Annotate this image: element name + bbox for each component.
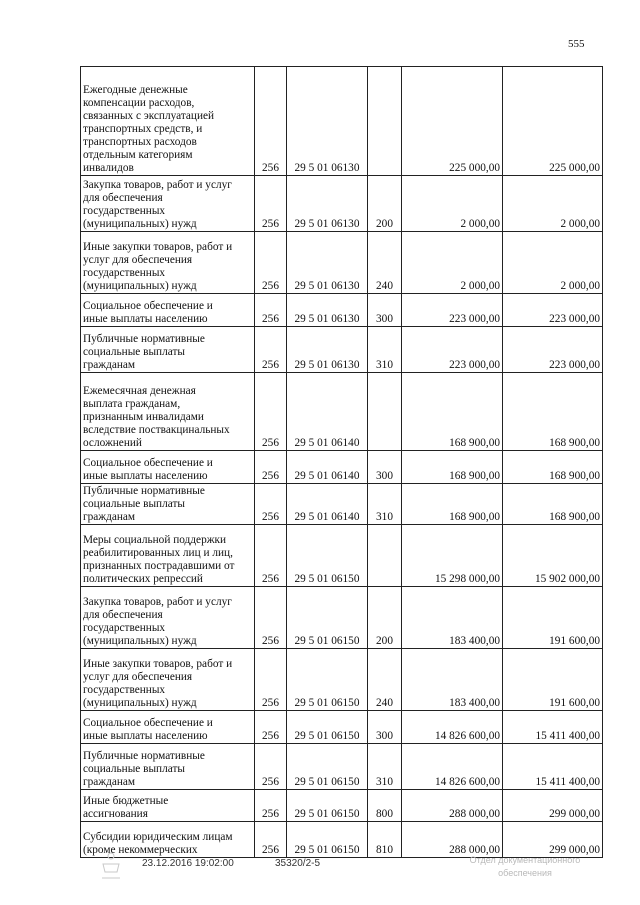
table-row	[81, 587, 603, 649]
target-article-cell: 29 5 01 06130	[287, 232, 368, 294]
row-name-cell: Публичные нормативные социальные выплаты гражданам	[81, 327, 255, 373]
expense-type-cell	[368, 525, 402, 587]
target-article-cell: 29 5 01 06150	[287, 649, 368, 711]
expense-type-cell: 310	[368, 744, 402, 790]
expense-type-cell: 240	[368, 232, 402, 294]
amount-year-1-cell: 225 000,00	[402, 67, 503, 176]
amount-year-1-cell: 2 000,00	[402, 176, 503, 232]
amount-year-2-cell: 299 000,00	[503, 822, 603, 858]
table-row	[81, 744, 603, 790]
amount-year-2-cell: 15 902 000,00	[503, 525, 603, 587]
amount-year-2-cell: 15 411 400,00	[503, 744, 603, 790]
table-row	[81, 327, 603, 373]
expense-type-cell	[368, 373, 402, 451]
amount-year-2-cell: 168 900,00	[503, 484, 603, 525]
target-article-cell: 29 5 01 06140	[287, 484, 368, 525]
budget-table-body	[81, 67, 603, 858]
table-row	[81, 232, 603, 294]
page-number: 555	[568, 38, 585, 50]
amount-year-2-cell: 225 000,00	[503, 67, 603, 176]
row-name-cell: Публичные нормативные социальные выплаты гражданам	[81, 484, 255, 525]
expense-type-cell: 310	[368, 484, 402, 525]
table-row	[81, 484, 603, 525]
target-article-cell: 29 5 01 06140	[287, 451, 368, 484]
row-name-cell: Ежегодные денежные компенсации расходов, связанных с эксплуатацией транспортных средств, и транспортных расходов отдельным категориям инвалидов	[81, 67, 255, 176]
target-article-cell: 29 5 01 06150	[287, 744, 368, 790]
ministry-code-cell: 256	[255, 525, 287, 587]
amount-year-1-cell: 183 400,00	[402, 587, 503, 649]
table-row	[81, 176, 603, 232]
row-name-cell: Социальное обеспечение и иные выплаты населению	[81, 294, 255, 327]
target-article-cell: 29 5 01 06150	[287, 525, 368, 587]
table-row	[81, 451, 603, 484]
row-name-cell: Социальное обеспечение и иные выплаты населению	[81, 711, 255, 744]
row-name-cell: Закупка товаров, работ и услуг для обеспечения государственных (муниципальных) нужд	[81, 587, 255, 649]
ministry-code-cell: 256	[255, 484, 287, 525]
row-name-cell: Субсидии юридическим лицам (кроме некоммерческих	[81, 822, 255, 858]
expense-type-cell: 240	[368, 649, 402, 711]
amount-year-2-cell: 191 600,00	[503, 649, 603, 711]
ministry-code-cell: 256	[255, 790, 287, 822]
amount-year-1-cell: 168 900,00	[402, 373, 503, 451]
row-name-cell: Иные бюджетные ассигнования	[81, 790, 255, 822]
table-row	[81, 790, 603, 822]
ministry-code-cell: 256	[255, 744, 287, 790]
target-article-cell: 29 5 01 06150	[287, 822, 368, 858]
amount-year-1-cell: 2 000,00	[402, 232, 503, 294]
table-row	[81, 711, 603, 744]
ministry-code-cell: 256	[255, 232, 287, 294]
amount-year-2-cell: 299 000,00	[503, 790, 603, 822]
registration-number: 35320/2-5	[275, 858, 321, 869]
target-article-cell: 29 5 01 06140	[287, 373, 368, 451]
ministry-code-cell: 256	[255, 67, 287, 176]
page-footer	[0, 856, 640, 896]
amount-year-2-cell: 15 411 400,00	[503, 711, 603, 744]
target-article-cell: 29 5 01 06150	[287, 587, 368, 649]
expense-type-cell	[368, 67, 402, 176]
amount-year-1-cell: 223 000,00	[402, 294, 503, 327]
target-article-cell: 29 5 01 06130	[287, 67, 368, 176]
ministry-code-cell: 256	[255, 373, 287, 451]
table-row	[81, 294, 603, 327]
ministry-code-cell: 256	[255, 294, 287, 327]
ministry-code-cell: 256	[255, 711, 287, 744]
table-row	[81, 373, 603, 451]
amount-year-1-cell: 288 000,00	[402, 790, 503, 822]
expense-type-cell: 310	[368, 327, 402, 373]
ministry-code-cell: 256	[255, 649, 287, 711]
amount-year-2-cell: 168 900,00	[503, 451, 603, 484]
target-article-cell: 29 5 01 06150	[287, 711, 368, 744]
expense-type-cell: 200	[368, 587, 402, 649]
amount-year-1-cell: 288 000,00	[402, 822, 503, 858]
amount-year-1-cell: 168 900,00	[402, 484, 503, 525]
row-name-cell: Ежемесячная денежная выплата гражданам, признанным инвалидами вследствие поствакцинальных осложнений	[81, 373, 255, 451]
budget-table	[80, 66, 603, 858]
amount-year-1-cell: 223 000,00	[402, 327, 503, 373]
target-article-cell: 29 5 01 06130	[287, 327, 368, 373]
expense-type-cell: 800	[368, 790, 402, 822]
table-row	[81, 67, 603, 176]
amount-year-1-cell: 15 298 000,00	[402, 525, 503, 587]
amount-year-1-cell: 168 900,00	[402, 451, 503, 484]
row-name-cell: Меры социальной поддержки реабилитированных лиц и лиц, признанных пострадавшими от политических репрессий	[81, 525, 255, 587]
expense-type-cell: 300	[368, 294, 402, 327]
row-name-cell: Иные закупки товаров, работ и услуг для обеспечения государственных (муниципальных) нужд	[81, 649, 255, 711]
ministry-code-cell: 256	[255, 587, 287, 649]
amount-year-2-cell: 168 900,00	[503, 373, 603, 451]
target-article-cell: 29 5 01 06130	[287, 294, 368, 327]
amount-year-2-cell: 191 600,00	[503, 587, 603, 649]
ministry-code-cell: 256	[255, 451, 287, 484]
ministry-code-cell: 256	[255, 327, 287, 373]
amount-year-1-cell: 14 826 600,00	[402, 744, 503, 790]
amount-year-2-cell: 2 000,00	[503, 176, 603, 232]
row-name-cell: Публичные нормативные социальные выплаты гражданам	[81, 744, 255, 790]
amount-year-2-cell: 223 000,00	[503, 294, 603, 327]
target-article-cell: 29 5 01 06130	[287, 176, 368, 232]
row-name-cell: Социальное обеспечение и иные выплаты населению	[81, 451, 255, 484]
registration-date: 23.12.2016 19:02:00	[142, 858, 234, 869]
amount-year-1-cell: 14 826 600,00	[402, 711, 503, 744]
expense-type-cell: 300	[368, 711, 402, 744]
table-row	[81, 822, 603, 858]
amount-year-2-cell: 2 000,00	[503, 232, 603, 294]
ministry-code-cell: 256	[255, 176, 287, 232]
row-name-cell: Закупка товаров, работ и услуг для обеспечения государственных (муниципальных) нужд	[81, 176, 255, 232]
department-watermark: Отдел документационного обеспечения	[469, 855, 581, 878]
amount-year-2-cell: 223 000,00	[503, 327, 603, 373]
amount-year-1-cell: 183 400,00	[402, 649, 503, 711]
row-name-cell: Иные закупки товаров, работ и услуг для обеспечения государственных (муниципальных) нужд	[81, 232, 255, 294]
ministry-code-cell: 256	[255, 822, 287, 858]
table-row	[81, 525, 603, 587]
expense-type-cell: 200	[368, 176, 402, 232]
expense-type-cell: 300	[368, 451, 402, 484]
table-row	[81, 649, 603, 711]
seal-icon	[100, 850, 122, 882]
target-article-cell: 29 5 01 06150	[287, 790, 368, 822]
expense-type-cell: 810	[368, 822, 402, 858]
